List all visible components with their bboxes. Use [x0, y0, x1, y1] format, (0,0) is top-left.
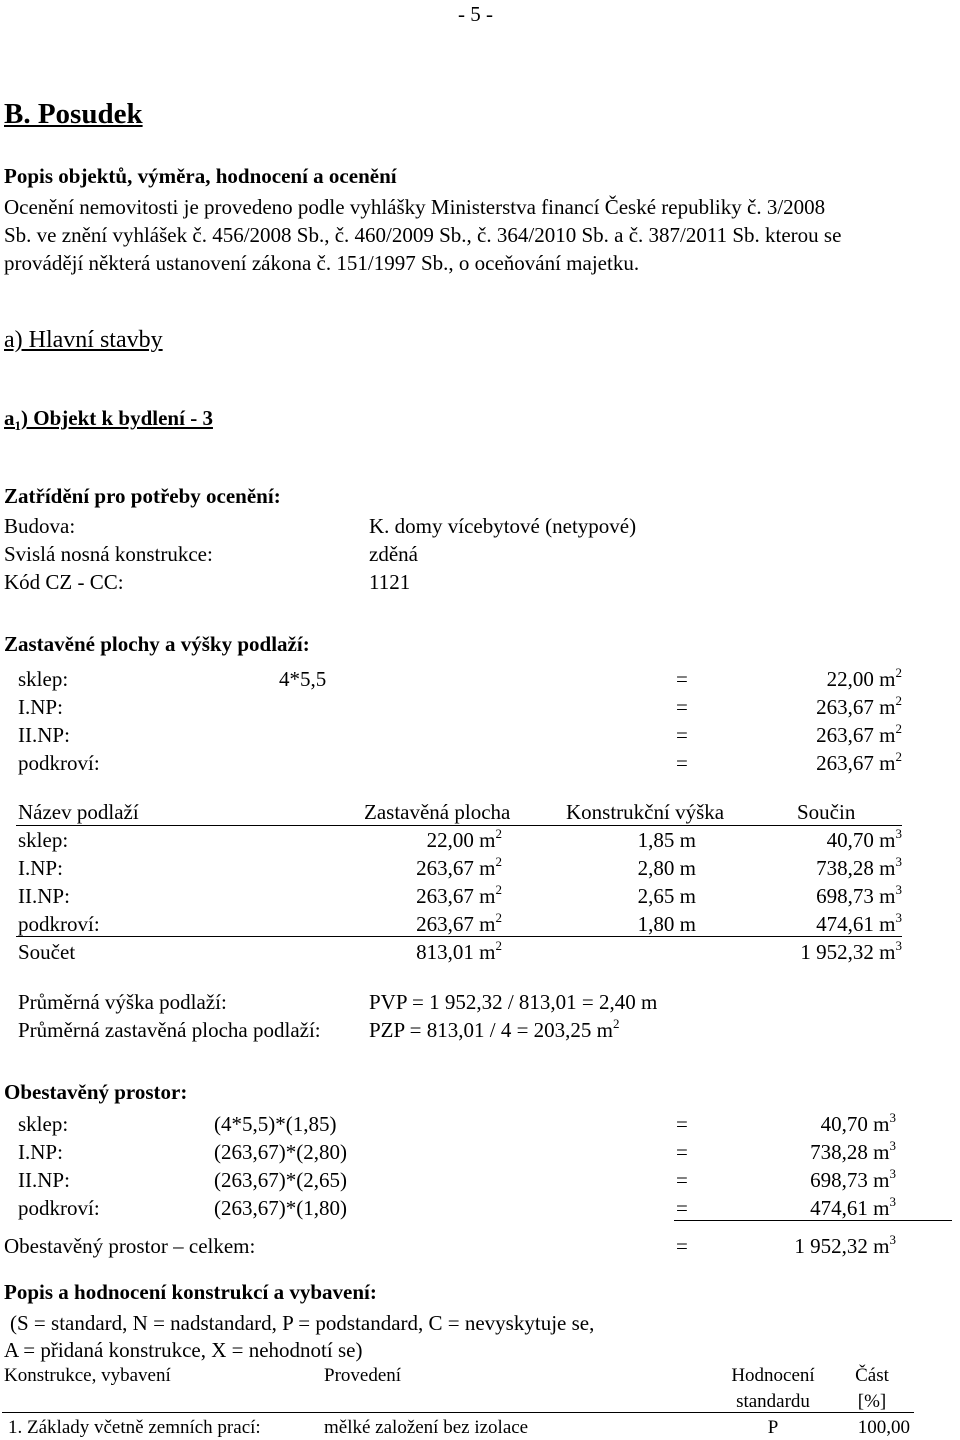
floor-area: 22,00 $m^2$	[826, 665, 902, 691]
row-soucin: 698,73 $m^3$	[816, 882, 902, 908]
obestaveny-value: 738,28 $m^3$	[810, 1138, 896, 1164]
table-header-nazev: Název podlaží	[18, 800, 139, 824]
floor-name: sklep:	[18, 667, 69, 691]
table-header-soucin: Součin	[797, 800, 856, 824]
floor-area: 263,67 $m^2$	[816, 693, 902, 719]
floor-area: 263,67 $m^2$	[816, 749, 902, 775]
row-vyska: 1,80 m	[637, 912, 696, 936]
total-soucin: 1 952,32 $m^3$	[800, 938, 902, 964]
row-soucin: 474,61 $m^3$	[816, 910, 902, 936]
section-title: B. Posudek	[4, 98, 143, 130]
zatrideni-label: Svislá nosná konstrukce:	[4, 542, 213, 566]
col-cast-2: [%]	[857, 1391, 887, 1412]
row-vyska: 1,85 m	[637, 828, 696, 852]
obestaveny-total-label: Obestavěný prostor – celkem:	[4, 1234, 256, 1258]
obestaveny-value: 698,73 $m^3$	[810, 1166, 896, 1192]
konstrukce-row-hodnoceni: P	[767, 1417, 779, 1438]
total-plocha: 813,01 $m^2$	[416, 938, 502, 964]
table-total-rule	[16, 936, 902, 937]
zatrideni-value: K. domy vícebytové (netypové)	[369, 514, 637, 538]
equals-sign: =	[676, 1140, 688, 1164]
table-header-vyska: Konstrukční výška	[566, 800, 725, 824]
floor-name: II.NP:	[18, 723, 70, 747]
equals-sign: =	[676, 751, 688, 775]
prumerna-plocha-label: Průměrná zastavěná plocha podlaží:	[18, 1018, 321, 1042]
heading-popis: Popis objektů, výměra, hodnocení a ocenění	[4, 164, 397, 188]
row-plocha: 263,67 $m^2$	[416, 854, 502, 880]
floor-name: I.NP:	[18, 695, 63, 719]
total-name: Součet	[18, 940, 76, 964]
prumerna-plocha-value: PZP = 813,01 / 4 = 203,25 $m^2$	[369, 1016, 620, 1042]
obestaveny-heading: Obestavěný prostor:	[4, 1080, 188, 1104]
equals-sign: =	[676, 667, 688, 691]
intro-line-1: Ocenění nemovitosti je provedeno podle vyhlášky Ministerstva financí České republiky č. 3/2008	[4, 195, 826, 219]
obestaveny-formula: (263,67)*(2,80)	[214, 1140, 347, 1164]
equals-sign: =	[676, 1168, 688, 1192]
konstrukce-heading: Popis a hodnocení konstrukcí a vybavení:	[4, 1280, 377, 1304]
equals-sign: =	[676, 1234, 688, 1258]
floor-formula: 4*5,5	[279, 667, 327, 691]
row-vyska: 2,65 m	[637, 884, 696, 908]
hlavni-stavby-heading: a) Hlavní stavby	[4, 327, 163, 353]
prumerna-vyska-label: Průměrná výška podlaží:	[18, 990, 227, 1014]
zatrideni-value: 1121	[369, 570, 411, 594]
col-hodnoceni: Hodnocení	[731, 1365, 815, 1386]
floor-name: podkroví:	[18, 751, 100, 775]
obestaveny-name: II.NP:	[18, 1168, 70, 1192]
konstrukce-legend-1: (S = standard, N = nadstandard, P = podstandard, C = nevyskytuje se,	[10, 1311, 595, 1335]
row-name: II.NP:	[18, 884, 70, 908]
row-name: sklep:	[18, 828, 69, 852]
row-name: I.NP:	[18, 856, 63, 880]
intro-line-2: Sb. ve znění vyhlášek č. 456/2008 Sb., č. 460/2009 Sb., č. 364/2010 Sb. a č. 387/2011 Sb. kterou se	[4, 223, 842, 247]
konstrukce-row-provedeni: mělké založení bez izolace	[324, 1417, 529, 1438]
floor-area: 263,67 $m^2$	[816, 721, 902, 747]
col-provedeni: Provedení	[324, 1365, 402, 1386]
row-plocha: 22,00 $m^2$	[426, 826, 502, 852]
zatrideni-value: zděná	[369, 542, 418, 566]
konstrukce-row-name: 1. Základy včetně zemních prací:	[8, 1417, 261, 1438]
obestaveny-name: I.NP:	[18, 1140, 63, 1164]
equals-sign: =	[676, 723, 688, 747]
objekt-heading: $a_1$) Objekt k bydlení - 3	[4, 406, 213, 434]
konstrukce-legend-2: A = přidaná konstrukce, X = nehodnotí se)	[4, 1338, 363, 1362]
row-vyska: 2,80 m	[637, 856, 696, 880]
prumerna-vyska-value: PVP = 1 952,32 / 813,01 = 2,40 m	[369, 990, 658, 1014]
obestaveny-formula: (263,67)*(2,65)	[214, 1168, 347, 1192]
col-hodnoceni-2: standardu	[736, 1391, 810, 1412]
obestaveny-sum-rule	[674, 1220, 952, 1221]
col-cast: Část	[855, 1365, 889, 1386]
zastavene-heading: Zastavěné plochy a výšky podlaží:	[4, 632, 310, 656]
table-header-plocha: Zastavěná plocha	[364, 800, 511, 824]
page-number: - 5 -	[458, 2, 493, 26]
obestaveny-name: sklep:	[18, 1112, 69, 1136]
konstrukce-header-rule	[2, 1412, 914, 1413]
konstrukce-row-cast: 100,00	[857, 1417, 910, 1438]
equals-sign: =	[676, 695, 688, 719]
obestaveny-value: 474,61 $m^3$	[810, 1194, 896, 1220]
zatrideni-label: Kód CZ - CC:	[4, 570, 124, 594]
obestaveny-value: 40,70 $m^3$	[820, 1110, 896, 1136]
row-name: podkroví:	[18, 912, 100, 936]
row-soucin: 738,28 $m^3$	[816, 854, 902, 880]
obestaveny-formula: (263,67)*(1,80)	[214, 1196, 347, 1220]
zatrideni-label: Budova:	[4, 514, 76, 538]
col-konstrukce: Konstrukce, vybavení	[4, 1365, 171, 1386]
obestaveny-total-value: 1 952,32 $m^3$	[794, 1232, 896, 1258]
row-plocha: 263,67 $m^2$	[416, 910, 502, 936]
table-header-rule	[16, 825, 902, 826]
obestaveny-formula: (4*5,5)*(1,85)	[214, 1112, 337, 1136]
zatrideni-heading: Zatřídění pro potřeby ocenění:	[4, 484, 281, 508]
intro-line-3: provádějí některá ustanovení zákona č. 151/1997 Sb., o oceňování majetku.	[4, 251, 640, 275]
row-plocha: 263,67 $m^2$	[416, 882, 502, 908]
row-soucin: 40,70 $m^3$	[826, 826, 902, 852]
obestaveny-name: podkroví:	[18, 1196, 100, 1220]
equals-sign: =	[676, 1112, 688, 1136]
equals-sign: =	[676, 1196, 688, 1220]
